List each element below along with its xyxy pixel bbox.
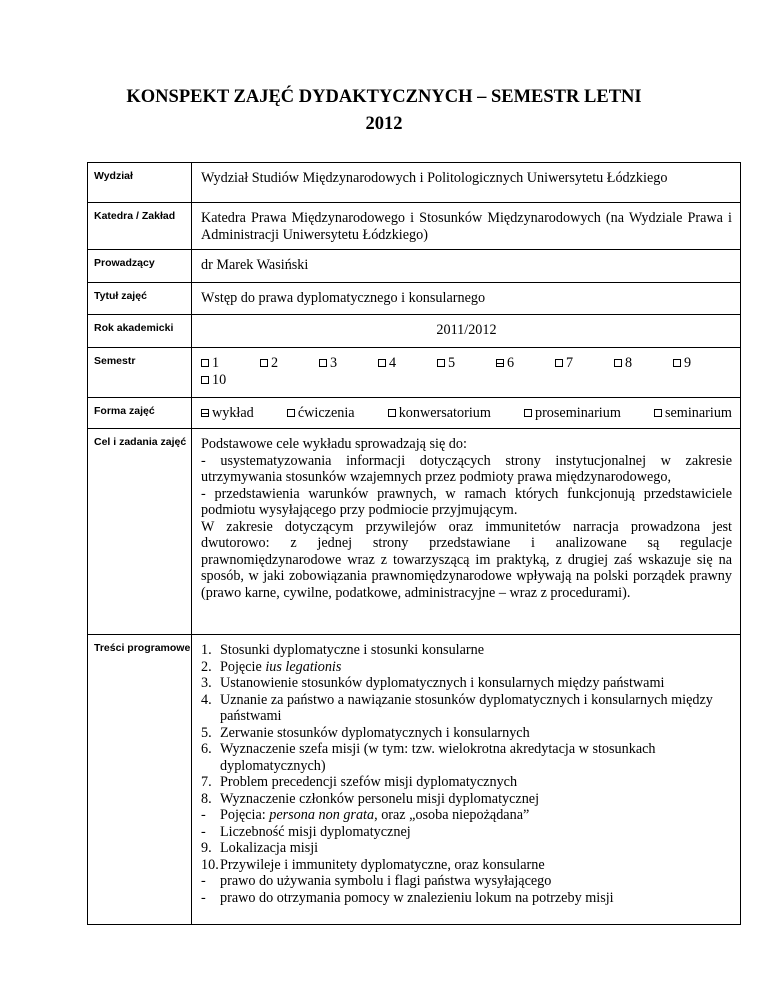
- forma-option[interactable]: [524, 405, 621, 422]
- forma-option[interactable]: [287, 405, 355, 422]
- checkbox-icon[interactable]: [201, 359, 209, 367]
- semestr-option-label: 8: [625, 355, 633, 371]
- program-item-number: -: [201, 889, 206, 906]
- checkbox-icon[interactable]: [319, 359, 327, 367]
- forma-option[interactable]: [654, 405, 732, 422]
- semestr-option-label: 1: [212, 355, 220, 371]
- semestr-option-label: 9: [684, 355, 692, 371]
- syllabus-table: [87, 162, 741, 925]
- forma-option[interactable]: [388, 405, 491, 422]
- checkbox-icon[interactable]: [614, 359, 622, 367]
- semestr-option-6[interactable]: [496, 355, 555, 372]
- program-item-text: Ustanowienie stosunków dyplomatycznych i konsularnych między państwami: [220, 675, 665, 691]
- semestr-options: [192, 348, 741, 398]
- label-wydzial: Wydział: [88, 163, 192, 203]
- label-tresci: Treści programowe: [88, 635, 192, 925]
- value-cel: [192, 429, 741, 635]
- label-forma: Forma zajęć: [88, 398, 192, 429]
- cel-paragraph: - usystematyzowania informacji dotyczących strony instytucjonalnej w zakresie utrzymywania stosunków wzajemnych przez podmioty prawa międzynarodowego,: [201, 452, 732, 485]
- checkbox-icon[interactable]: [555, 359, 563, 367]
- row-rok: [88, 315, 741, 348]
- program-item-text: Stosunki dyplomatyczne i stosunki konsularne: [220, 642, 485, 658]
- semestr-option-8[interactable]: [614, 355, 673, 372]
- program-item: [201, 725, 732, 742]
- program-item-number: -: [201, 807, 206, 823]
- program-item-text: Wyznaczenie członków personelu misji dyplomatycznej: [220, 790, 540, 807]
- program-item: [201, 807, 732, 824]
- program-item-text: Wyznaczenie szefa misji (w tym: tzw. wielokrotna akredytacja w stosunkach dyplomatycznych): [220, 741, 656, 774]
- semestr-option-7[interactable]: [555, 355, 614, 372]
- checkbox-icon[interactable]: [388, 409, 396, 417]
- row-semestr: [88, 348, 741, 398]
- value-katedra: Katedra Prawa Międzynarodowego i Stosunków Międzynarodowych (na Wydziale Prawa i Administracji Uniwersytetu Łódzkiego): [192, 203, 741, 250]
- program-item-text: Przywileje i immunitety dyplomatyczne, oraz konsularne: [220, 856, 545, 873]
- program-item: [201, 692, 732, 725]
- forma-option-label: ćwiczenia: [297, 405, 355, 421]
- checkbox-icon[interactable]: [201, 376, 209, 384]
- cel-paragraph: - przedstawienia warunków prawnych, w ramach których funkcjonują przedstawiciele podmiotu wysyłającego przy podmiocie przyjmującym.: [201, 485, 732, 518]
- program-item-text: Uznanie za państwo a nawiązanie stosunków dyplomatycznych i konsularnych między państwami: [220, 691, 713, 724]
- value-rok: 2011/2012: [192, 315, 741, 348]
- row-forma: [88, 398, 741, 429]
- semestr-option-label: 6: [507, 355, 515, 371]
- checkbox-icon[interactable]: [378, 359, 386, 367]
- semestr-option-3[interactable]: [319, 355, 378, 372]
- semestr-option-label: 5: [448, 355, 456, 371]
- program-item-emphasis: persona non grata: [269, 807, 375, 823]
- program-item-number: -: [201, 873, 206, 889]
- label-rok: Rok akademicki: [88, 315, 192, 348]
- program-item-text: prawo do używania symbolu i flagi państwa wysyłającego: [220, 873, 552, 889]
- program-item-text: Problem precedencji szefów misji dyplomatycznych: [220, 774, 518, 790]
- semestr-option-label: 7: [566, 355, 574, 371]
- program-item-text: Pojęcie ius legationis: [220, 658, 342, 675]
- semestr-option-9[interactable]: [673, 355, 732, 372]
- program-item-text: Pojęcia: persona non grata, oraz „osoba niepożądana”: [220, 807, 530, 823]
- semestr-option-5[interactable]: [437, 355, 496, 372]
- document-title: [0, 84, 768, 138]
- checkbox-icon[interactable]: [201, 409, 209, 417]
- label-prowadzacy: Prowadzący: [88, 250, 192, 283]
- forma-option-label: seminarium: [664, 405, 732, 421]
- program-item: [201, 675, 732, 692]
- forma-option-label: konwersatorium: [398, 405, 491, 421]
- row-prowadzacy: [88, 250, 741, 283]
- cel-paragraph: W zakresie dotyczącym przywilejów oraz immunitetów narracja prowadzona jest dwutorowo: z jednej strony przedstawiane i analizowane są regulacje prawnomiędzynarodowe wraz z towarzyszącą im praktyką, z drugiej zaś wskazuje się na sposób, w jaki zobowiązania prawnomiędzynarodowe wpływają na polski porządek prawny (prawo karne, cywilne, podatkowe, administracyjne – wraz z procedurami).: [201, 518, 732, 601]
- semestr-option-label: 2: [271, 355, 279, 371]
- checkbox-icon[interactable]: [287, 409, 295, 417]
- program-list: [201, 642, 732, 906]
- checkbox-icon[interactable]: [673, 359, 681, 367]
- program-item: [201, 873, 732, 890]
- semestr-options-row-1: [201, 355, 732, 372]
- program-item-number: 4.: [201, 691, 212, 708]
- title-line-1: KONSPEKT ZAJĘĆ DYDAKTYCZNYCH – SEMESTR LETNI: [126, 87, 642, 107]
- checkbox-icon[interactable]: [260, 359, 268, 367]
- program-item-number: 7.: [201, 774, 212, 790]
- semestr-option-2[interactable]: [260, 355, 319, 372]
- forma-options: [192, 398, 741, 429]
- forma-option[interactable]: [201, 405, 254, 422]
- semestr-option-label: 10: [212, 371, 227, 388]
- title-line-2: 2012: [365, 114, 403, 134]
- value-tresci: [192, 635, 741, 925]
- label-cel: Cel i zadania zajęć: [88, 429, 192, 635]
- semestr-option-4[interactable]: [378, 355, 437, 372]
- program-item-number: 8.: [201, 790, 212, 807]
- checkbox-icon[interactable]: [437, 359, 445, 367]
- label-katedra: Katedra / Zakład: [88, 203, 192, 250]
- program-item-number: 9.: [201, 840, 212, 856]
- value-wydzial: Wydział Studiów Międzynarodowych i Politologicznych Uniwersytetu Łódzkiego: [192, 163, 741, 203]
- row-cel: [88, 429, 741, 635]
- semestr-option-1[interactable]: [201, 355, 260, 372]
- forma-options-row: [201, 405, 732, 422]
- program-item: [201, 840, 732, 857]
- forma-option-label: proseminarium: [534, 405, 621, 421]
- value-prowadzacy: dr Marek Wasiński: [192, 250, 741, 283]
- program-item-text: Liczebność misji dyplomatycznej: [220, 823, 411, 840]
- program-item: [201, 642, 732, 659]
- program-item-number: 3.: [201, 675, 212, 691]
- row-katedra: [88, 203, 741, 250]
- program-item: [201, 791, 732, 808]
- checkbox-icon[interactable]: [524, 409, 532, 417]
- value-tytul: Wstęp do prawa dyplomatycznego i konsularnego: [192, 283, 741, 315]
- program-item-number: 2.: [201, 658, 212, 675]
- program-item-text: prawo do otrzymania pomocy w znalezieniu lokum na potrzeby misji: [220, 889, 614, 906]
- semestr-option-label: 3: [330, 355, 338, 371]
- program-item-number: 1.: [201, 642, 212, 658]
- checkbox-icon[interactable]: [496, 359, 504, 367]
- row-wydzial: [88, 163, 741, 203]
- semestr-options-row-2: [201, 372, 732, 389]
- cel-paragraph: Podstawowe cele wykładu sprowadzają się do:: [201, 436, 467, 452]
- program-item-number: 5.: [201, 724, 212, 741]
- program-item: [201, 824, 732, 841]
- program-item: [201, 857, 732, 874]
- program-item-number: 6.: [201, 741, 212, 757]
- row-tytul: [88, 283, 741, 315]
- program-item-text: Zerwanie stosunków dyplomatycznych i konsularnych: [220, 724, 530, 741]
- program-item-emphasis: ius legationis: [265, 658, 342, 675]
- program-item-text: Lokalizacja misji: [220, 840, 319, 856]
- checkbox-icon[interactable]: [654, 409, 662, 417]
- forma-option-label: wykład: [212, 405, 254, 421]
- program-item: [201, 659, 732, 676]
- semestr-option-label: 4: [389, 355, 397, 371]
- label-tytul: Tytuł zajęć: [88, 283, 192, 315]
- program-item: [201, 890, 732, 907]
- row-tresci: [88, 635, 741, 925]
- program-item-number: -: [201, 823, 206, 840]
- program-item: [201, 741, 732, 774]
- label-semestr: Semestr: [88, 348, 192, 398]
- semestr-option-10[interactable]: [201, 372, 264, 389]
- program-item: [201, 774, 732, 791]
- program-item-number: 10.: [201, 856, 219, 873]
